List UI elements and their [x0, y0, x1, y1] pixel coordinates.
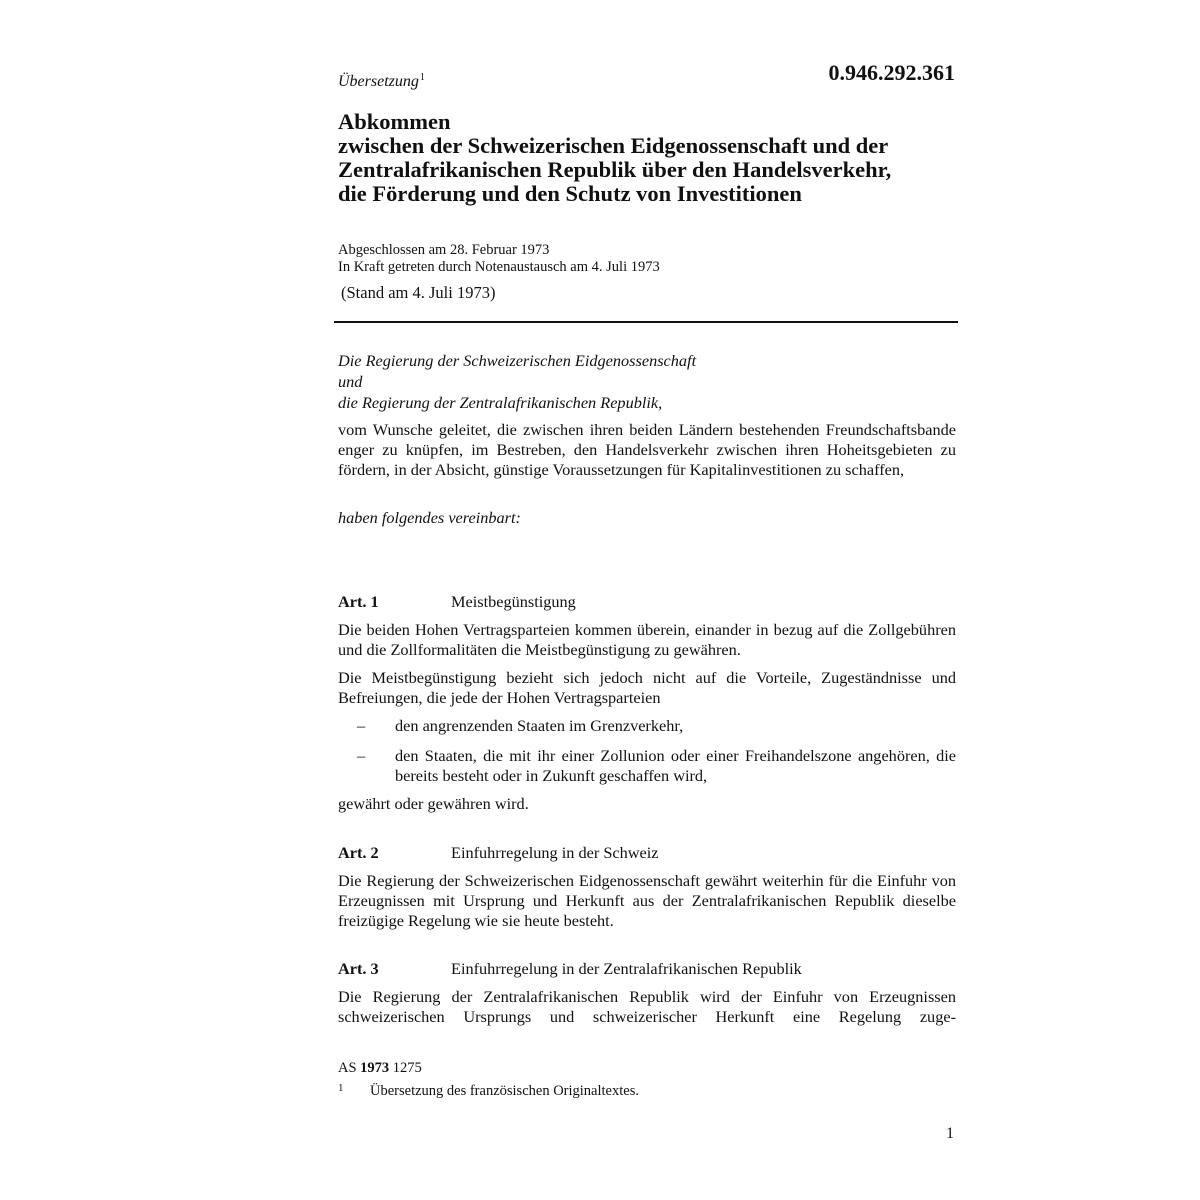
treaty-dates: [338, 242, 660, 276]
article-3-title: Einfuhrregelung in der Zentralafrikanischen Republik: [451, 959, 802, 978]
concluded-date: Abgeschlossen am 28. Februar 1973: [338, 242, 550, 258]
document-title: [338, 110, 978, 206]
as-year: 1973: [360, 1060, 390, 1076]
preamble-closing: haben folgendes vereinbart:: [338, 508, 521, 527]
article-1-heading: [338, 592, 576, 612]
article-2-paragraph-1: Die Regierung der Schweizerischen Eidgenossenschaft gewährt weiterhin für die Einfuhr von Erzeugnissen mit Ursprung und Herkunft aus der Zentralafrikanischen Republik dieselbe freizügige Regelung wie sie heute besteht.: [338, 871, 956, 930]
page-number: 1: [946, 1125, 954, 1142]
preamble-and: und: [338, 372, 363, 391]
translation-label: [338, 72, 425, 91]
article-2-title: Einfuhrregelung in der Schweiz: [451, 843, 659, 862]
article-1-paragraph-3: gewährt oder gewähren wird.: [338, 794, 529, 813]
list-dash: –: [357, 716, 366, 735]
article-3-paragraph-1: Die Regierung der Zentralafrikanischen Republik wird der Einfuhr von Erzeugnissen schweizerischen Ursprungs und schweizerischer Herkunft eine Regelung zuge-: [338, 987, 956, 1026]
footnote-ref: 1: [419, 72, 425, 83]
article-1-paragraph-1: Die beiden Hohen Vertragsparteien kommen überein, einander in bezug auf die Zollgebühren und die Zollformalitäten die Meistbegünstigung zu gewähren.: [338, 620, 956, 659]
status-date: (Stand am 4. Juli 1973): [341, 283, 496, 302]
title-line: Abkommen: [338, 109, 451, 134]
list-dash: –: [357, 746, 366, 765]
article-2-heading: [338, 843, 659, 863]
article-1-title: Meistbegünstigung: [451, 592, 576, 611]
preamble-party-1: Die Regierung der Schweizerischen Eidgenossenschaft: [338, 351, 697, 370]
footnote: [338, 1082, 639, 1100]
preamble-party-2: die Regierung der Zentralafrikanischen Republik,: [338, 393, 663, 412]
article-1-paragraph-2: Die Meistbegünstigung bezieht sich jedoch nicht auf die Vorteile, Zugeständnisse und Befreiungen, die jede der Hohen Vertragsparteien: [338, 668, 956, 707]
title-line: zwischen der Schweizerischen Eidgenossenschaft und der: [338, 133, 889, 158]
title-line: die Förderung und den Schutz von Investitionen: [338, 181, 802, 206]
sr-number: 0.946.292.361: [828, 60, 955, 85]
title-line: Zentralafrikanischen Republik über den Handelsverkehr,: [338, 157, 892, 182]
article-1-list-item: den angrenzenden Staaten im Grenzverkehr,: [395, 716, 684, 735]
preamble-body: vom Wunsche geleitet, die zwischen ihren beiden Ländern bestehenden Freundschaftsbande enger zu knüpfen, im Bestreben, den Handelsverkehr zwischen ihren Hoheitsgebieten zu fördern, in der Absicht, günstige Voraussetzungen für Kapitalinvestitionen zu schaffen,: [338, 420, 956, 479]
in-force-date: In Kraft getreten durch Notenaustausch am 4. Juli 1973: [338, 259, 660, 275]
footnote-number: 1: [338, 1082, 344, 1094]
article-2-number: Art. 2: [338, 843, 379, 862]
footnote-text: Übersetzung des französischen Originaltextes.: [370, 1083, 639, 1099]
article-3-heading: [338, 959, 802, 979]
article-1-number: Art. 1: [338, 592, 379, 611]
header-divider: [334, 321, 958, 323]
as-prefix: AS: [338, 1060, 357, 1076]
article-3-number: Art. 3: [338, 959, 379, 978]
as-page: 1275: [392, 1060, 422, 1076]
official-collection-ref: [338, 1060, 422, 1077]
translation-label-text: Übersetzung: [338, 73, 419, 90]
article-1-list-item: den Staaten, die mit ihr einer Zollunion oder einer Freihandelszone angehören, die bereits besteht oder in Zukunft geschaffen wird,: [395, 746, 956, 785]
